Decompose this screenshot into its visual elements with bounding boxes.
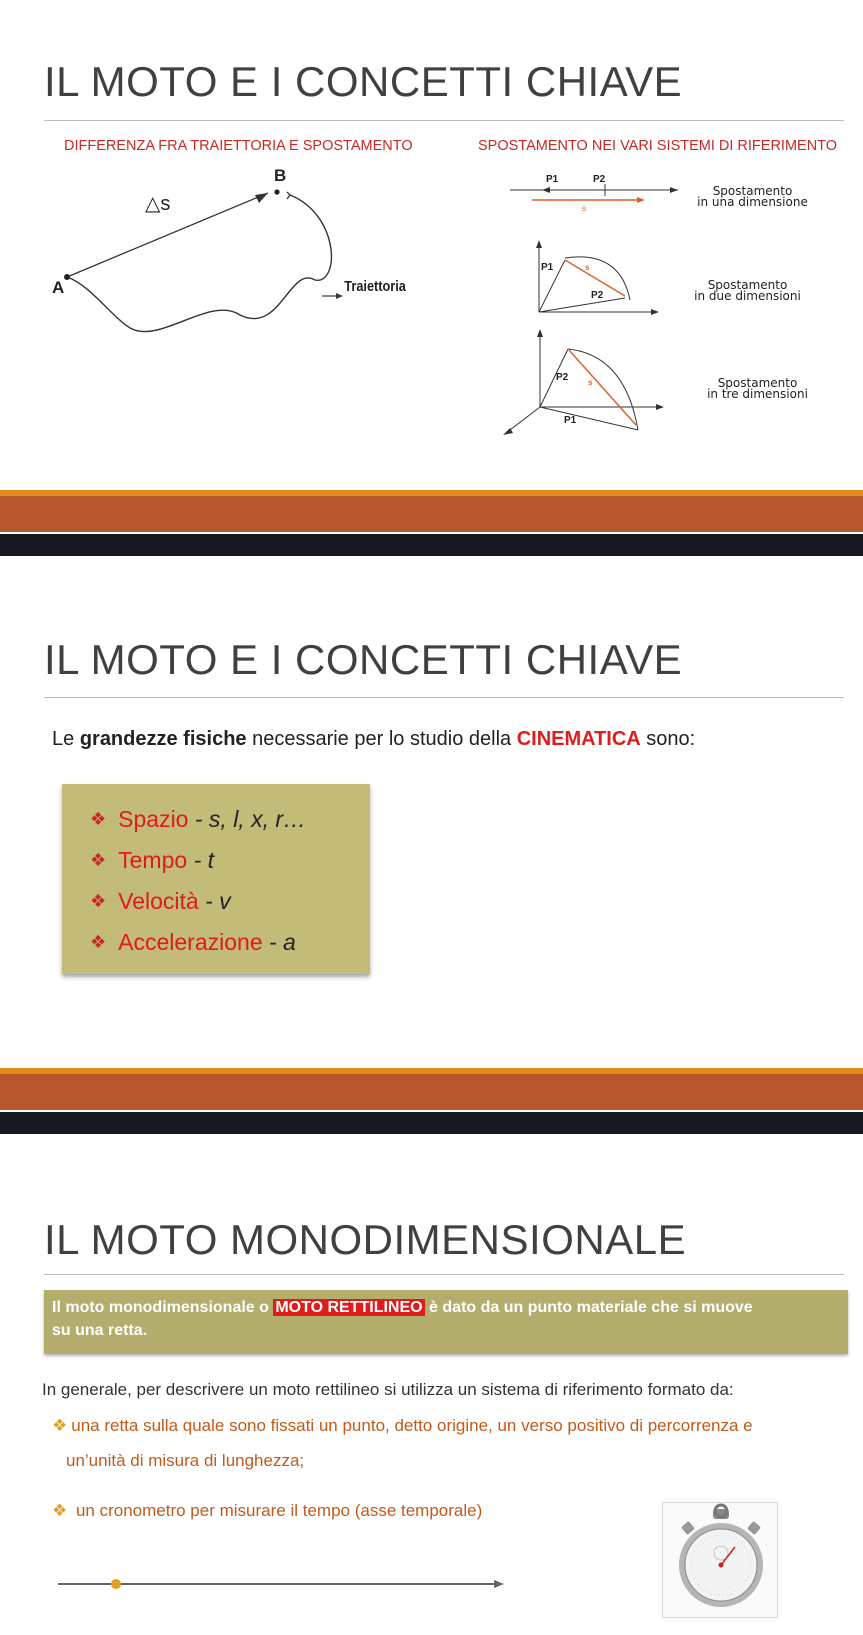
- svg-text:P2: P2: [591, 290, 604, 301]
- list-item: ❖ Spazio - s, l, x, r…: [90, 806, 307, 832]
- point-b-label: B: [274, 166, 287, 185]
- list-item: ❖ Velocità - v: [90, 888, 231, 914]
- delta-s-label: △s: [145, 193, 171, 215]
- paragraph: In generale, per descrivere un moto rettilineo si utilizza un sistema di riferimento formato da:: [42, 1380, 734, 1399]
- right-heading: SPOSTAMENTO NEI VARI SISTEMI DI RIFERIMENTO: [478, 138, 838, 154]
- svg-text:P1: P1: [546, 174, 559, 185]
- bullet-item: un’unità di misura di lunghezza;: [66, 1451, 305, 1470]
- title-rule: [44, 697, 844, 698]
- bullet-item: ❖ un cronometro per misurare il tempo (asse temporale): [52, 1501, 483, 1520]
- diagram-2d: [525, 240, 665, 320]
- axis-line: [58, 1574, 508, 1594]
- trajectory-label: Traiettoria: [344, 276, 406, 295]
- quantities-box: [62, 784, 370, 974]
- svg-text:s: s: [588, 378, 593, 387]
- footer-band: [0, 490, 863, 532]
- displacement-arrowhead: [255, 193, 268, 203]
- stopwatch-icon: [663, 1503, 779, 1619]
- diagram-1d: [510, 170, 690, 220]
- trajectory-arrowhead: [287, 192, 290, 199]
- dim-label-3: Spostamento in tre dimensioni: [707, 376, 808, 401]
- svg-text:P1: P1: [541, 262, 554, 273]
- point-a-label: A: [52, 278, 65, 297]
- slide-title: IL MOTO MONODIMENSIONALE: [44, 1216, 687, 1263]
- s-vector-3d: [568, 349, 636, 425]
- definition-box: Il moto monodimensionale o MOTO RETTILINEO è dato da un punto materiale che si muove su una retta.: [44, 1290, 848, 1354]
- svg-text:P2: P2: [556, 372, 569, 383]
- svg-text:s: s: [585, 263, 590, 272]
- svg-text:s: s: [582, 204, 586, 213]
- point-b-dot: [274, 189, 279, 194]
- svg-text:P1: P1: [564, 415, 577, 426]
- list-item: ❖ Tempo - t: [90, 847, 215, 873]
- stopwatch-image: [662, 1502, 778, 1618]
- slide-title: IL MOTO E I CONCETTI CHIAVE: [44, 58, 683, 105]
- bullet-item: ❖ una retta sulla quale sono fissati un punto, detto origine, un verso positivo di percorrenza e: [52, 1416, 753, 1435]
- slide-1: [0, 0, 863, 540]
- origin-point: [111, 1579, 121, 1589]
- slide-2: [0, 556, 863, 1068]
- footer-band-dark: [0, 1110, 863, 1134]
- footer-band: [0, 1068, 863, 1110]
- trajectory-curve: [67, 195, 331, 332]
- footer-band-dark: [0, 532, 863, 556]
- dim-label-2: Spostamento in due dimensioni: [694, 278, 801, 303]
- point-a-dot: [64, 274, 70, 280]
- slide-3: [0, 1134, 863, 1635]
- intro-text: Le grandezze fisiche necessarie per lo studio della CINEMATICA sono:: [52, 728, 696, 750]
- title-rule: [44, 1274, 844, 1275]
- title-rule: [44, 120, 844, 121]
- left-heading: DIFFERENZA FRA TRAIETTORIA E SPOSTAMENTO: [64, 138, 413, 154]
- diagram-3d: [500, 325, 670, 440]
- dim-label-1: Spostamento in una dimensione: [697, 184, 808, 209]
- slide-title: IL MOTO E I CONCETTI CHIAVE: [44, 636, 683, 683]
- svg-text:P2: P2: [593, 174, 606, 185]
- list-item: ❖ Accelerazione - a: [90, 929, 296, 955]
- trajectory-diagram: [40, 165, 420, 355]
